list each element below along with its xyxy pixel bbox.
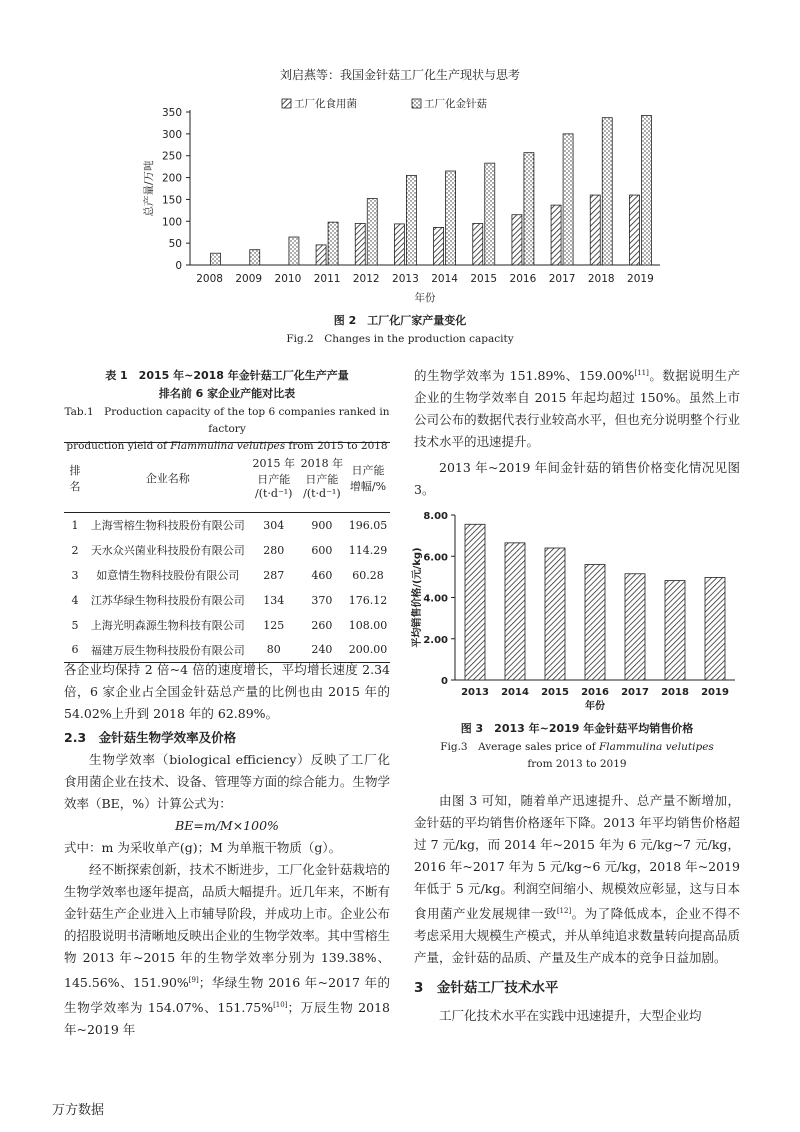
- y-tick-label: 350: [161, 107, 182, 119]
- x-tick-label: 2019: [627, 273, 654, 285]
- table-row: [64, 613, 390, 638]
- paragraph: 的生物学效率为 151.89%、159.00%[11]。数据说明生产企业的生物学效率自 2015 年起均超过 150%。虽然上市公司公布的数据代表行业较高水平，但也充分说明整个行业技术水平的迅速提升。: [414, 368, 740, 450]
- x-tick-label: 2013: [461, 687, 489, 698]
- bar-price: [705, 577, 725, 680]
- x-axis-label: 年份: [585, 701, 605, 712]
- x-tick-label: 2015: [470, 273, 498, 285]
- formula: BE=m/M×100%: [175, 818, 279, 833]
- bar-factory-edible-fungi: [434, 227, 444, 265]
- y-tick-label: 6.00: [423, 552, 448, 564]
- cell-2018: 600: [311, 543, 333, 557]
- y-tick-label: 250: [161, 150, 182, 163]
- x-tick-label: 2016: [509, 273, 537, 285]
- x-tick-label: 2017: [621, 687, 649, 698]
- x-tick-label: 2012: [352, 273, 380, 285]
- cell-increase: 176.12: [348, 593, 388, 607]
- bar-price: [585, 565, 605, 681]
- bar-factory-enoki: [211, 253, 221, 265]
- table-row: [64, 563, 390, 588]
- cell-rank: 4: [71, 593, 79, 607]
- x-tick-label: 2010: [274, 273, 302, 285]
- bar-factory-edible-fungi: [551, 205, 561, 265]
- cell-increase: 60.28: [352, 568, 384, 582]
- x-tick-label: 2008: [196, 273, 223, 285]
- paragraph: 由图 3 可知，随着单产迅速提升、总产量不断增加，金针菇的平均销售价格逐年下降。2013 年平均销售价格超过 7 元/kg，而 2014 年~2015 年为 6 元/kg~7 元/kg，2016 年~2017 年为 5 元/kg~6 元/kg，2018 年~2019 年低于 5 元/kg。利润空间缩小、规模效应彰显，这与日本食用菌产业发展规律一致[12]。为了降低成本，企业不得不考虑采用大规模生产模式，并从单纯追求数量转向提高品质产量，金针菇的品质、产量及生产成本的竞争日益加剧。: [414, 793, 740, 966]
- y-tick-label: 300: [161, 128, 182, 141]
- cell-2015: 80: [266, 643, 281, 657]
- cell-rank: 1: [71, 518, 79, 532]
- figure-3-caption: 图 3 2013 年~2019 年金针菇平均销售价格: [460, 722, 694, 735]
- bar-price: [545, 548, 565, 680]
- cell-increase: 108.00: [348, 618, 388, 632]
- x-tick-label: 2017: [548, 273, 576, 285]
- cell-2015: 125: [263, 618, 285, 632]
- x-axis-label: 年份: [414, 292, 436, 304]
- bar-price: [625, 574, 645, 680]
- table-row: [64, 538, 390, 563]
- bar-factory-edible-fungi: [316, 245, 326, 265]
- bar-price: [465, 524, 485, 680]
- figure-2-chart: [130, 92, 670, 307]
- x-tick-label: 2009: [235, 273, 263, 285]
- x-tick-label: 2011: [313, 273, 341, 285]
- cell-rank: 6: [71, 643, 79, 657]
- y-tick-label: 200: [161, 172, 182, 185]
- footer-watermark: 万方数据: [52, 1103, 105, 1118]
- legend-label-enoki: 工厂化金针菇: [424, 98, 487, 110]
- y-axis-label: 总产量/万吨: [143, 160, 155, 217]
- bar-price: [505, 543, 525, 680]
- table-1-title: 表 1 2015 年~2018 年金针菇工厂化生产产量 排名前 6 家企业产能对比表: [105, 369, 349, 400]
- x-tick-label: 2015: [541, 687, 569, 698]
- cell-company: 上海光明森源生物科技有限公司: [90, 619, 245, 632]
- section-heading-2-3: 2.3 金针菇生物学效率及价格: [64, 730, 237, 745]
- right-column-bottom: [414, 790, 740, 1027]
- table-1: [64, 442, 390, 663]
- bar-factory-enoki: [328, 222, 338, 265]
- cell-2018: 370: [311, 593, 333, 607]
- cell-2018: 900: [311, 518, 333, 532]
- y-tick-label: 150: [161, 194, 182, 207]
- x-tick-label: 2018: [661, 687, 689, 698]
- x-tick-label: 2013: [392, 273, 419, 285]
- cell-company: 江苏华绿生物科技股份有限公司: [90, 594, 245, 607]
- legend-swatch-edible-fungi: [282, 99, 291, 108]
- table-row: [64, 588, 390, 613]
- cell-rank: 3: [71, 568, 79, 582]
- left-column: [64, 659, 390, 1041]
- bar-factory-enoki: [406, 175, 416, 265]
- col-header-rank: 排 名: [69, 463, 81, 493]
- bar-factory-enoki: [367, 199, 377, 265]
- bar-factory-edible-fungi: [512, 215, 522, 265]
- x-tick-label: 2019: [701, 687, 729, 698]
- bar-factory-edible-fungi: [473, 223, 483, 265]
- cell-increase: 200.00: [348, 643, 388, 657]
- bar-factory-edible-fungi: [629, 195, 639, 265]
- paragraph: 生物学效率（biological efficiency）反映了工厂化食用菌企业在技术、设备、管理等方面的综合能力。生物学效率（BE，%）计算公式为：: [64, 752, 390, 811]
- figure-3-caption-en: Fig.3 Average sales price of Flammulina velutipes from 2013 to 2019: [440, 741, 714, 770]
- cell-company: 上海雪榕生物科技股份有限公司: [90, 519, 245, 533]
- col-header-name: 企业名称: [145, 471, 190, 485]
- legend-label-edible-fungi: 工厂化食用菌: [294, 98, 357, 110]
- table-row: [64, 513, 390, 538]
- legend-swatch-enoki: [412, 99, 421, 108]
- table-1-title-en: Tab.1 Production capacity of the top 6 companies ranked in factory production yield of Flammulina velutipes from 2015 to 2018: [64, 406, 390, 452]
- x-tick-label: 2014: [501, 687, 529, 698]
- right-column-top: [414, 362, 740, 501]
- bar-factory-enoki: [250, 250, 260, 265]
- cell-2018: 460: [311, 568, 333, 582]
- y-tick-label: 4.00: [423, 593, 448, 605]
- bar-factory-enoki: [641, 115, 651, 265]
- x-tick-label: 2014: [431, 273, 458, 285]
- y-tick-label: 0: [441, 676, 448, 687]
- cell-2018: 260: [311, 618, 333, 632]
- paragraph: 2013 年~2019 年间金针菇的销售价格变化情况见图 3。: [414, 460, 740, 498]
- figure-3-chart: [410, 505, 740, 715]
- bar-factory-enoki: [289, 237, 299, 265]
- bar-factory-edible-fungi: [355, 223, 365, 265]
- section-heading-3: 3 金针菇工厂技术水平: [414, 980, 559, 997]
- cell-company: 福建万辰生物科技股份有限公司: [90, 643, 245, 657]
- cell-rank: 5: [71, 618, 79, 632]
- cell-increase: 196.05: [348, 518, 388, 532]
- y-tick-label: 2.00: [423, 634, 448, 646]
- cell-company: 如意情生物科技股份有限公司: [96, 569, 240, 582]
- bar-factory-edible-fungi: [394, 224, 404, 265]
- paragraph: 各企业均保持 2 倍~4 倍的速度增长，平均增长速度 2.34 倍，6 家企业占全国金针菇总产量的比例也由 2015 年的 54.02%上升到 2018 年的 62.89%。: [64, 662, 390, 721]
- y-tick-label: 100: [161, 216, 182, 229]
- bar-factory-enoki: [602, 118, 612, 265]
- y-tick-label: 8.00: [423, 511, 448, 522]
- y-tick-label: 50: [168, 238, 182, 251]
- bar-price: [665, 581, 685, 680]
- paragraph: 工厂化技术水平在实践中迅速提升，大型企业均: [439, 1008, 702, 1024]
- paragraph: 经不断探索创新，技术不断进步，工厂化金针菇栽培的生物学效率也逐年提高，品质大幅提升。近几年来，不断有金针菇生产企业进入上市辅导阶段，并成功上市。企业公布的招股说明书清晰地反映出企业的生物学效率。其中雪榕生物 2013 年~2015 年的生物学效率分别为 139.38%、145.56%、151.90%[9]；华绿生物 2016 年~2017 年的生物学效率为 154.07%、151.75%[10]；万辰生物 2018 年~2019 年: [64, 862, 390, 1038]
- y-axis-label: 平均销售价格/(元/kg): [412, 547, 423, 648]
- paragraph: 式中：m 为采收单产(g)；M 为单瓶干物质（g）。: [64, 840, 342, 855]
- cell-2015: 287: [263, 568, 285, 582]
- bar-factory-enoki: [563, 134, 573, 265]
- col-header-2015: 2015 年 日产能 /(t·d⁻¹): [252, 457, 295, 500]
- col-header-increase: 日产能 增幅/%: [349, 463, 387, 493]
- cell-increase: 114.29: [348, 543, 388, 557]
- cell-2015: 304: [263, 518, 285, 532]
- bar-factory-enoki: [524, 153, 534, 265]
- bar-factory-enoki: [485, 163, 495, 265]
- cell-2018: 240: [311, 643, 333, 657]
- x-tick-label: 2018: [587, 273, 615, 285]
- bar-factory-enoki: [446, 171, 456, 265]
- cell-2015: 280: [263, 543, 285, 557]
- figure-2-caption: 图 2 工厂化厂家产量变化: [333, 314, 467, 327]
- cell-rank: 2: [71, 543, 79, 557]
- table-header-row: [64, 443, 390, 513]
- running-header: 刘启燕等：我国金针菇工厂化生产现状与思考: [279, 68, 520, 82]
- y-tick-label: 0: [175, 260, 182, 272]
- figure-2-caption-en: Fig.2 Changes in the production capacity: [286, 333, 514, 345]
- x-tick-label: 2016: [581, 687, 609, 698]
- cell-2015: 134: [263, 593, 285, 607]
- col-header-2018: 2018 年 日产能 /(t·d⁻¹): [300, 457, 344, 500]
- bar-factory-edible-fungi: [590, 195, 600, 265]
- cell-company: 天水众兴菌业科技股份有限公司: [90, 544, 245, 557]
